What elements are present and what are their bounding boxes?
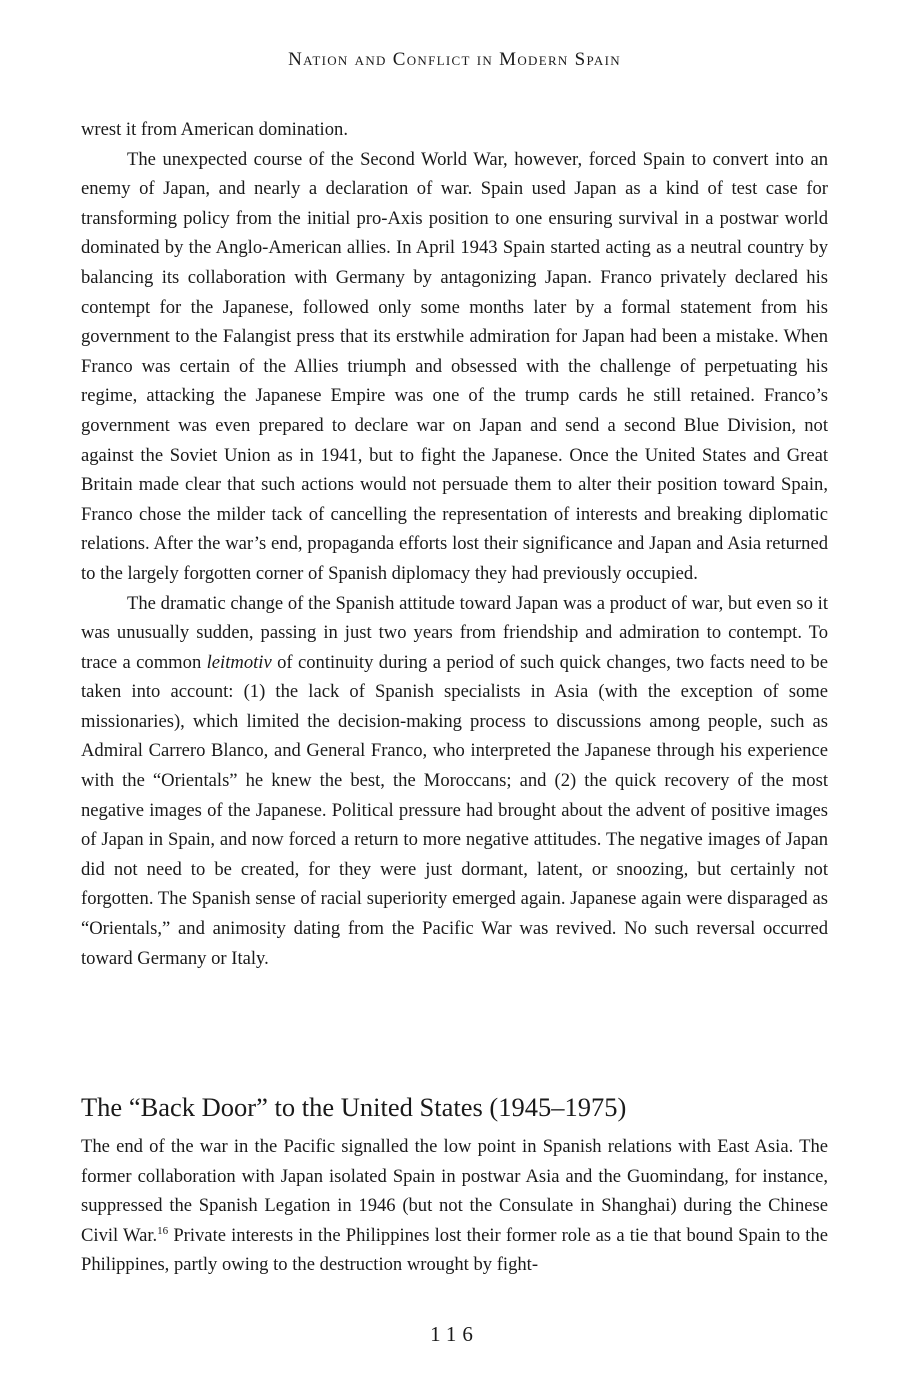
section-heading: The “Back Door” to the United States (1945–1975) (81, 1092, 627, 1122)
section-text (81, 1132, 828, 1280)
paragraph-text-after-note: Private interests in the Philippines lost their former role as a tie that bound Spain to the Philippines, partly owing to the destruction wrought by fight- (81, 1224, 829, 1276)
paragraph-war-course: The unexpected course of the Second World War, however, forced Spain to convert into an enemy of Japan, and nearly a declaration of war. Spain used Japan as a kind of test case for transforming policy from the initial pro-Axis position to one ensuring survival in a postwar world dominated by the Anglo-American allies. In April 1943 Spain started acting as a neutral country by balancing its collaboration with Germany by antagonizing Japan. Franco privately declared his contempt for the Japanese, followed only some months later by a formal statement from his government to the Falangist press that its erstwhile admiration for Japan had been a mistake. When Franco was certain of the Allies triumph and obsessed with the challenge of perpetuating his regime, attacking the Japanese Empire was one of the trump cards he still retained. Franco’s government was even prepared to declare war on Japan and send a second Blue Division, not against the Soviet Union as in 1941, but to fight the Japanese. Once the United States and Great Britain made clear that such actions would not persuade them to alter their position toward Spain, Franco chose the milder tack of cancelling the representation of interests and breaking diplomatic relations. After the war’s end, propaganda efforts lost their significance and Japan and Asia returned to the largely forgotten corner of Spanish diplomacy they had previously occupied. (81, 148, 828, 584)
footnote-reference: 16 (157, 1224, 169, 1237)
paragraph-continuation: wrest it from American domination. (81, 119, 348, 140)
paragraph-text-before-italic: The dramatic change of the Spanish attitude toward Japan was a product of war, but even so it was unusually sudden, passing in just two years from friendship and admiration to contempt. To trace a common (81, 592, 828, 673)
page-number: 116 (430, 1322, 479, 1346)
running-head: Nation and Conflict in Modern Spain (288, 49, 621, 70)
italic-term: leitmotiv (206, 651, 272, 673)
body-text (81, 115, 828, 973)
book-page (81, 0, 828, 1380)
paragraph-text-after-italic: of continuity during a period of such quick changes, two facts need to be taken into account: (1) the lack of Spanish specialists in Asia (with the exception of some missionaries), which limited the decision-making process to discussions among people, such as Admiral Carrero Blanco, and General Franco, who interpreted the Japanese through his experience with the “Orientals” he knew the best, the Moroccans; and (2) the quick recovery of the most negative images of the Japanese. Political pressure had brought about the advent of positive images of Japan in Spain, and now forced a return to more negative attitudes. The negative images of Japan did not need to be created, for they were just dormant, latent, or snoozing, but certainly not forgotten. The Spanish sense of racial superiority emerged again. Japanese again were disparaged as “Orientals,” and animosity dating from the Pacific War was revived. No such reversal occurred toward Germany or Italy. (81, 651, 828, 969)
paragraph-postwar (81, 1132, 828, 1280)
paragraph-attitude-change (81, 589, 828, 974)
paragraph-text-before-note: The end of the war in the Pacific signalled the low point in Spanish relations with East Asia. The former collaboration with Japan isolated Spain in postwar Asia and the Guomindang, for instance, suppressed the Spanish Legation in 1946 (but not the Consulate in Shanghai) during the Chinese Civil War. (81, 1136, 828, 1246)
